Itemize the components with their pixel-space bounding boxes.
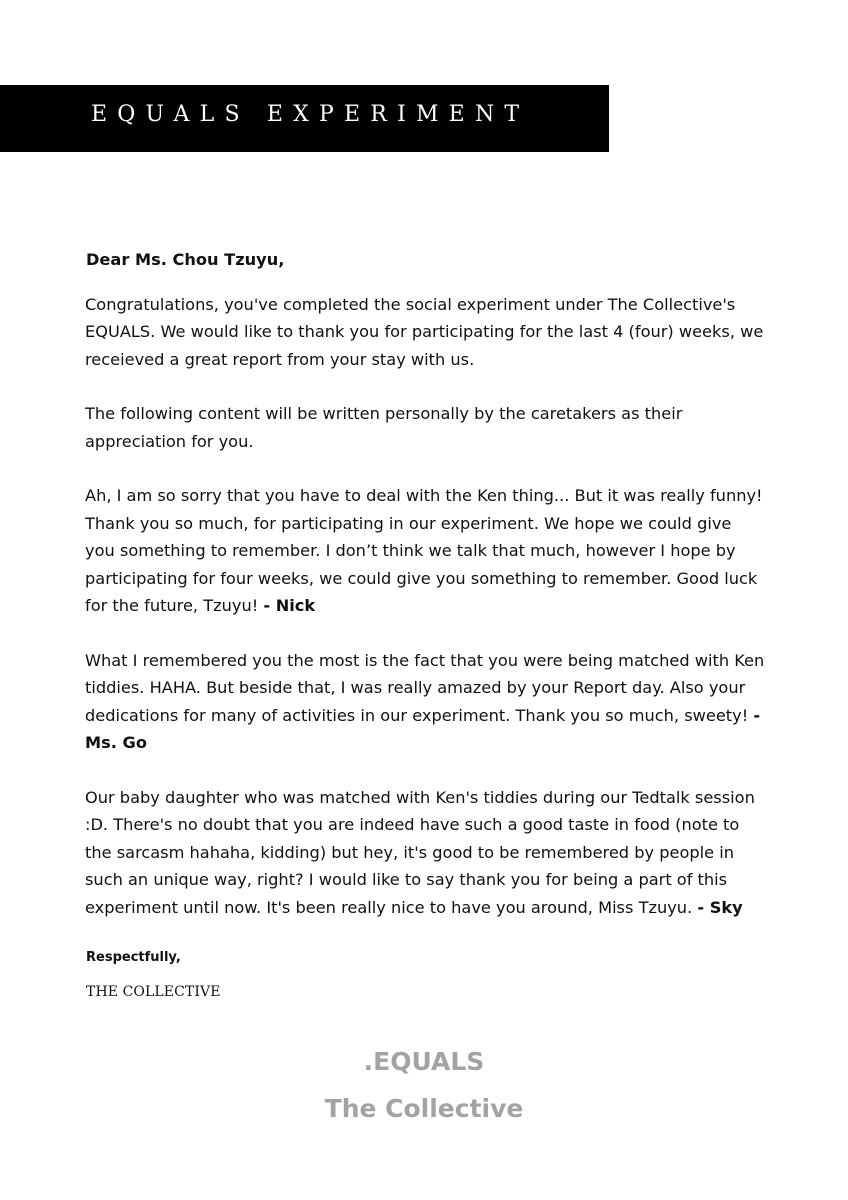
caretaker-signature: - Sky xyxy=(697,897,743,917)
paragraph-ms-go xyxy=(85,647,765,757)
caretaker-signature: - Ms. Go xyxy=(85,705,761,752)
paragraph-sky xyxy=(85,784,765,922)
document-title: EQUALS EXPERIMENT xyxy=(91,102,530,127)
paragraph-preface xyxy=(85,400,765,455)
paragraph-text: Congratulations, you've completed the social experiment under The Collective's EQUALS. We would like to thank you for participating for the last 4 (four) weeks, we receieved a great report from your stay with us. xyxy=(85,294,764,369)
paragraph-text: What I remembered you the most is the fact that you were being matched with Ken tiddies. HAHA. But beside that, I was really amazed by your Report day. Also your dedications for many of activities in our experiment. Thank you so much, sweety! xyxy=(85,650,765,725)
paragraph-text: Our baby daughter who was matched with Ken's tiddies during our Tedtalk session :D. There's no doubt that you are indeed have such a good taste in food (note to the sarcasm hahaha, kidding) but hey, it's good to be remembered by people in such an unique way, right? I would like to say thank you for being a part of this experiment until now. It's been really nice to have you around, Miss Tzuyu. xyxy=(85,787,755,917)
caretaker-signature: - Nick xyxy=(263,596,316,615)
letter-sender: THE COLLECTIVE xyxy=(86,984,221,1000)
paragraph-text: The following content will be written personally by the caretakers as their appreciation for you. xyxy=(85,404,683,451)
letter-closing: Respectfully, xyxy=(86,950,181,965)
letter-body xyxy=(85,246,765,921)
footer-organization: The Collective xyxy=(324,1094,524,1123)
paragraph-text: Ah, I am so sorry that you have to deal with the Ken thing... But it was really funny! Thank you so much, for participating in our experiment. We hope we could give you something to remember. I don’t think we talk that much, however I hope by participating for four weeks, we could give you something to remember. Good luck for the future, Tzuyu! xyxy=(85,486,763,615)
paragraph-intro xyxy=(85,291,765,374)
footer-brand: .EQUALS xyxy=(363,1047,485,1076)
letter-greeting: Dear Ms. Chou Tzuyu, xyxy=(86,250,285,269)
paragraph-nick xyxy=(85,482,765,620)
